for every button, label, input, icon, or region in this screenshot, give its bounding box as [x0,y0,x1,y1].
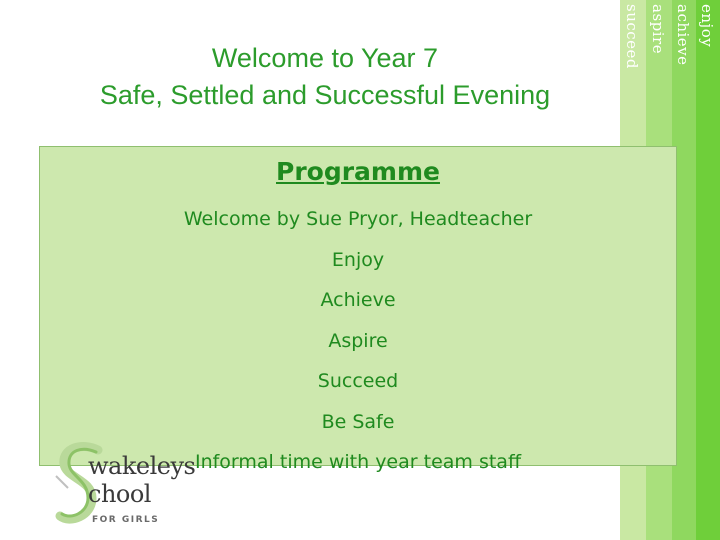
stripe-enjoy [696,0,720,540]
programme-item: Aspire [328,329,388,352]
stripe-word-enjoy: enjoy [698,4,716,48]
slide-title-line1: Welcome to Year 7 [211,43,439,73]
logo-subtitle: FOR GIRLS [92,515,160,525]
stripe-word-aspire: aspire [649,4,667,55]
logo-text-line2: chool [88,480,151,508]
logo-text-line1: wakeleys [88,452,196,480]
school-logo [52,440,196,535]
slide-title [30,40,620,114]
stripe-word-achieve: achieve [674,4,692,66]
programme-item: Be Safe [321,410,395,433]
programme-heading: Programme [276,157,440,186]
programme-item: Welcome by Sue Pryor, Headteacher [183,208,533,230]
slide-title-line2: Safe, Settled and Successful Evening [99,80,551,110]
stripe-word-succeed: succeed [623,4,641,70]
programme-item: Succeed [317,370,399,392]
programme-box [39,146,677,473]
programme-item: Enjoy [331,248,385,271]
programme-item: Informal time with year team staff [194,451,522,473]
programme-item: Achieve [320,289,396,311]
